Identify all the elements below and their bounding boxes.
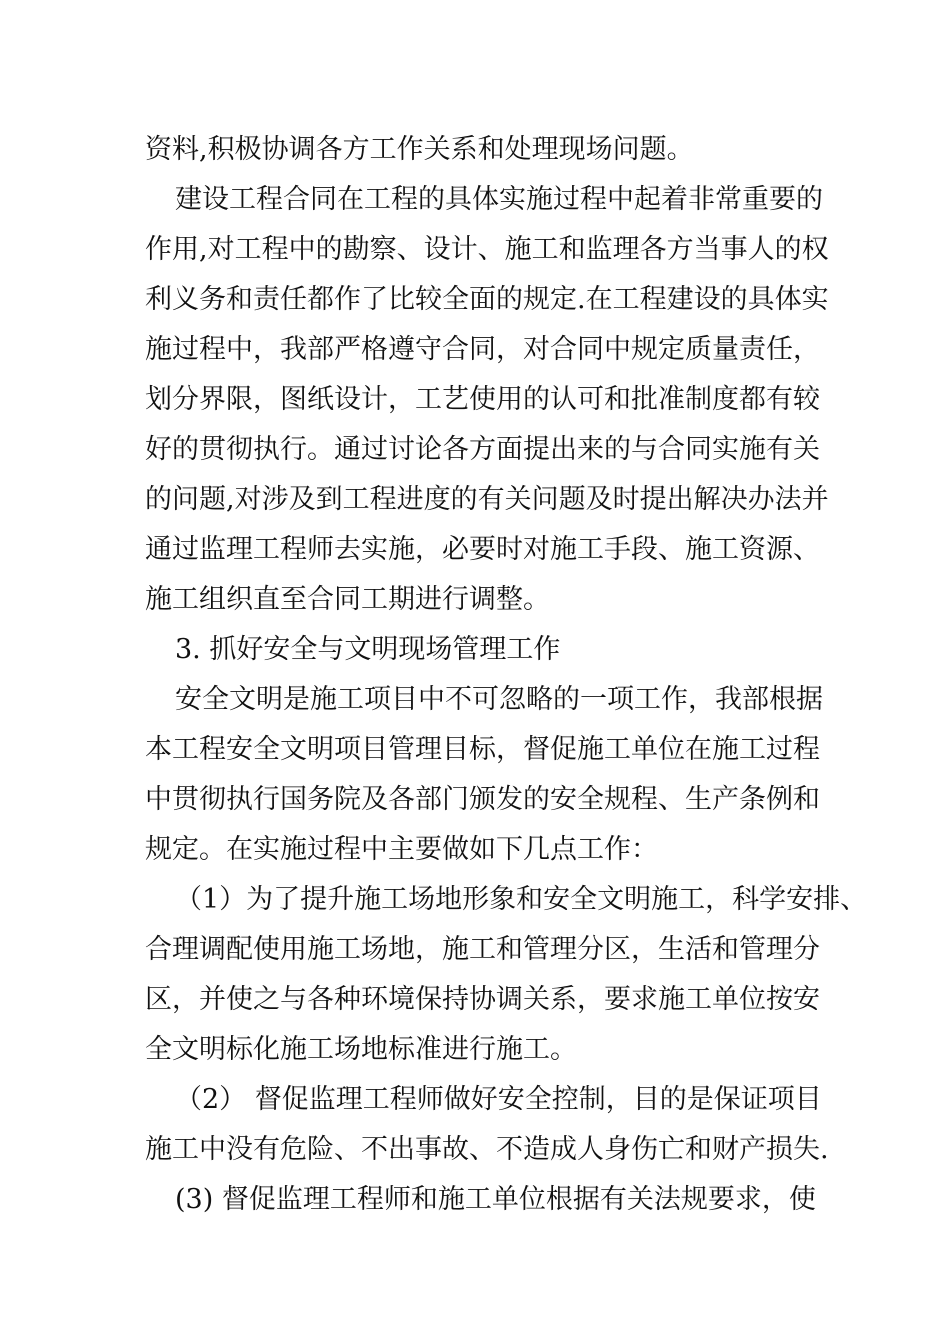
- text-line-13: 本工程安全文明项目管理目标，督促施工单位在施工过程: [145, 734, 820, 765]
- text-line-15: 规定。在实施过程中主要做如下几点工作：: [145, 834, 658, 865]
- list-item-1: （1）为了提升施工场地形象和安全文明施工，科学安排、: [175, 884, 868, 915]
- text-line-4: 利义务和责任都作了比较全面的规定.在工程建设的具体实: [145, 284, 829, 315]
- section-heading: 3. 抓好安全与文明现场管理工作: [175, 634, 561, 665]
- text-line-6: 划分界限，图纸设计，工艺使用的认可和批准制度都有较: [145, 384, 820, 415]
- text-line-5: 施过程中，我部严格遵守合同，对合同中规定质量责任，: [145, 334, 820, 365]
- text-line-2: 建设工程合同在工程的具体实施过程中起着非常重要的: [175, 184, 823, 215]
- text-line-18: 区，并使之与各种环境保持协调关系，要求施工单位按安: [145, 984, 820, 1015]
- text-line-8: 的问题,对涉及到工程进度的有关问题及时提出解决办法并: [145, 484, 829, 515]
- text-line-19: 全文明标化施工场地标准进行施工。: [145, 1034, 577, 1065]
- text-line-1: 资料,积极协调各方工作关系和处理现场问题。: [145, 134, 694, 165]
- text-line-14: 中贯彻执行国务院及各部门颁发的安全规程、生产条例和: [145, 784, 820, 815]
- text-line-21: 施工中没有危险、不出事故、不造成人身伤亡和财产损失.: [145, 1134, 829, 1165]
- text-line-9: 通过监理工程师去实施，必要时对施工手段、施工资源、: [145, 534, 820, 565]
- list-item-2: （2） 督促监理工程师做好安全控制，目的是保证项目: [175, 1084, 822, 1115]
- text-line-12: 安全文明是施工项目中不可忽略的一项工作，我部根据: [175, 684, 823, 715]
- text-line-3: 作用,对工程中的勘察、设计、施工和监理各方当事人的权: [145, 234, 829, 265]
- text-line-17: 合理调配使用施工场地，施工和管理分区，生活和管理分: [145, 934, 820, 965]
- list-item-3: (3) 督促监理工程师和施工单位根据有关法规要求，使: [175, 1184, 816, 1215]
- text-line-10: 施工组织直至合同工期进行调整。: [145, 584, 550, 615]
- text-line-7: 好的贯彻执行。通过讨论各方面提出来的与合同实施有关: [145, 434, 820, 465]
